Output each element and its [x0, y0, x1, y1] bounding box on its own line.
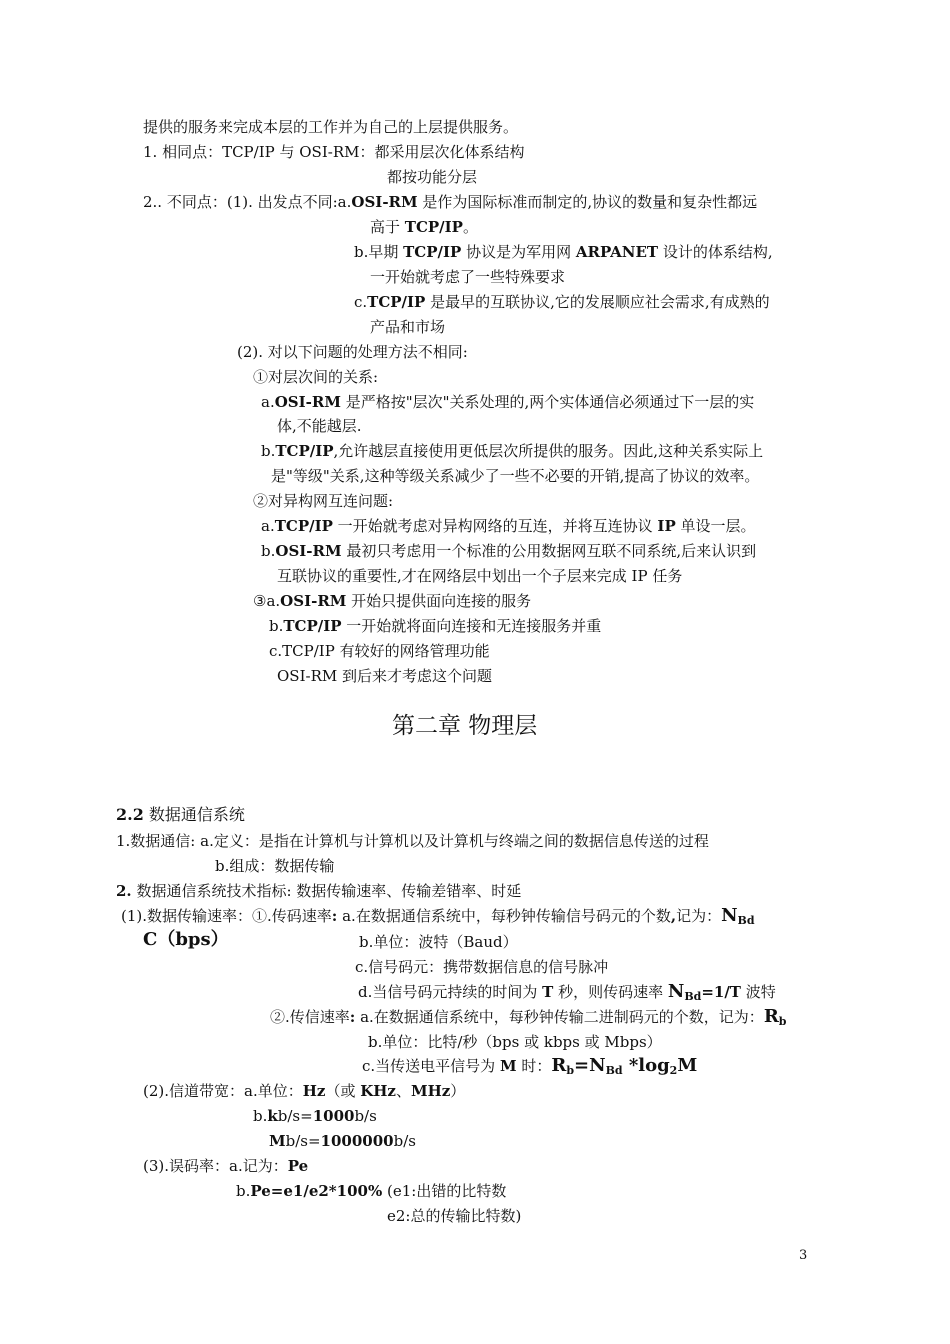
text-line: 互联协议的重要性,才在网络层中划出一个子层来完成 IP 任务: [277, 567, 683, 585]
text-line: 高于 TCP/IP。: [370, 218, 478, 236]
text-line: b.Pe=e1/e2*100% (e1:出错的比特数: [236, 1182, 507, 1200]
text-line: 产品和市场: [370, 318, 446, 336]
text-line: b.kb/s=1000b/s: [253, 1107, 377, 1125]
text-line: b.单位：波特（Baud）: [359, 933, 518, 951]
text-line: Mb/s=1000000b/s: [269, 1132, 416, 1150]
text-line: 提供的服务来完成本层的工作并为自己的上层提供服务。: [143, 118, 519, 136]
text-line: ①对层次间的关系:: [253, 368, 379, 386]
text-line: ②.传信速率: a.在数据通信系统中，每秒钟传输二进制码元的个数，记为：$R_b$: [270, 1006, 787, 1028]
text-line: 2. 数据通信系统技术指标: 数据传输速率、传输差错率、时延: [116, 882, 522, 900]
text-line: a.OSI-RM 是严格按"层次"关系处理的,两个实体通信必须通过下一层的实: [261, 393, 755, 411]
text-line: c.当传送电平信号为 M 时：$R_b=N_{Bd}$ $*\log_2M$: [362, 1055, 698, 1077]
text-line: d.当信号码元持续的时间为 T 秒，则传码速率 $N_{Bd}=1/T$ 波特: [358, 981, 776, 1003]
text-line: 一开始就考虑了一些特殊要求: [370, 268, 566, 286]
text-line: b.TCP/IP 一开始就将面向连接和无连接服务并重: [269, 617, 602, 635]
text-line: (2). 对以下问题的处理方法不相同:: [237, 343, 468, 361]
text-line: 1. 相同点：TCP/IP 与 OSI-RM：都采用层次化体系结构: [143, 143, 525, 161]
text-line: 1.数据通信: a.定义：是指在计算机与计算机以及计算机与终端之间的数据信息传送的过程: [116, 832, 709, 850]
text-line: b.组成：数据传输: [215, 857, 335, 875]
text-line: ②对异构网互连问题:: [253, 492, 394, 510]
text-line: (1).数据传输速率：①.传码速率: a.在数据通信系统中，每秒钟传输信号码元的个数,记为：$N_{Bd}$: [121, 905, 755, 927]
text-line: 是"等级"关系,这种等级关系减少了一些不必要的开销,提高了协议的效率。: [271, 467, 760, 485]
text-line: b.TCP/IP,允许越层直接使用更低层次所提供的服务。因此,这种关系实际上: [261, 442, 764, 460]
text-line: ③a.OSI-RM 开始只提供面向连接的服务: [253, 592, 532, 610]
text-line: b.OSI-RM 最初只考虑用一个标准的公用数据网互联不同系统,后来认识到: [261, 542, 757, 560]
text-line: b.单位：比特/秒（bps 或 kbps 或 Mbps）: [368, 1033, 662, 1051]
text-line: c.TCP/IP 有较好的网络管理功能: [269, 642, 490, 660]
text-line: c.TCP/IP 是最早的互联协议,它的发展顺应社会需求,有成熟的: [354, 293, 770, 311]
text-line: c.信号码元：携带数据信息的信号脉冲: [355, 958, 609, 976]
chapter-title: 第二章 物理层: [392, 713, 538, 739]
text-line: 体,不能越层.: [277, 417, 362, 435]
page-number: 3: [799, 1248, 808, 1263]
text-line: (3).误码率：a.记为：Pe: [143, 1157, 309, 1175]
section-heading: 2.2 数据通信系统: [116, 805, 245, 824]
text-line: e2:总的传输比特数): [387, 1207, 522, 1225]
text-line: (2).信道带宽：a.单位：Hz（或 KHz、MHz）: [143, 1082, 466, 1100]
text-line: a.TCP/IP 一开始就考虑对异构网络的互连，并将互连协议 IP 单设一层。: [261, 517, 756, 535]
text-line: 2.. 不同点：(1). 出发点不同:a.OSI-RM 是作为国际标准而制定的,协议的数量和复杂性都远: [143, 193, 758, 211]
text-line: OSI-RM 到后来才考虑这个问题: [277, 667, 492, 685]
text-line: b.早期 TCP/IP 协议是为军用网 ARPANET 设计的体系结构,: [354, 243, 773, 261]
text-line: 都按功能分层: [387, 168, 478, 186]
text-line: C（bps）: [143, 929, 229, 950]
